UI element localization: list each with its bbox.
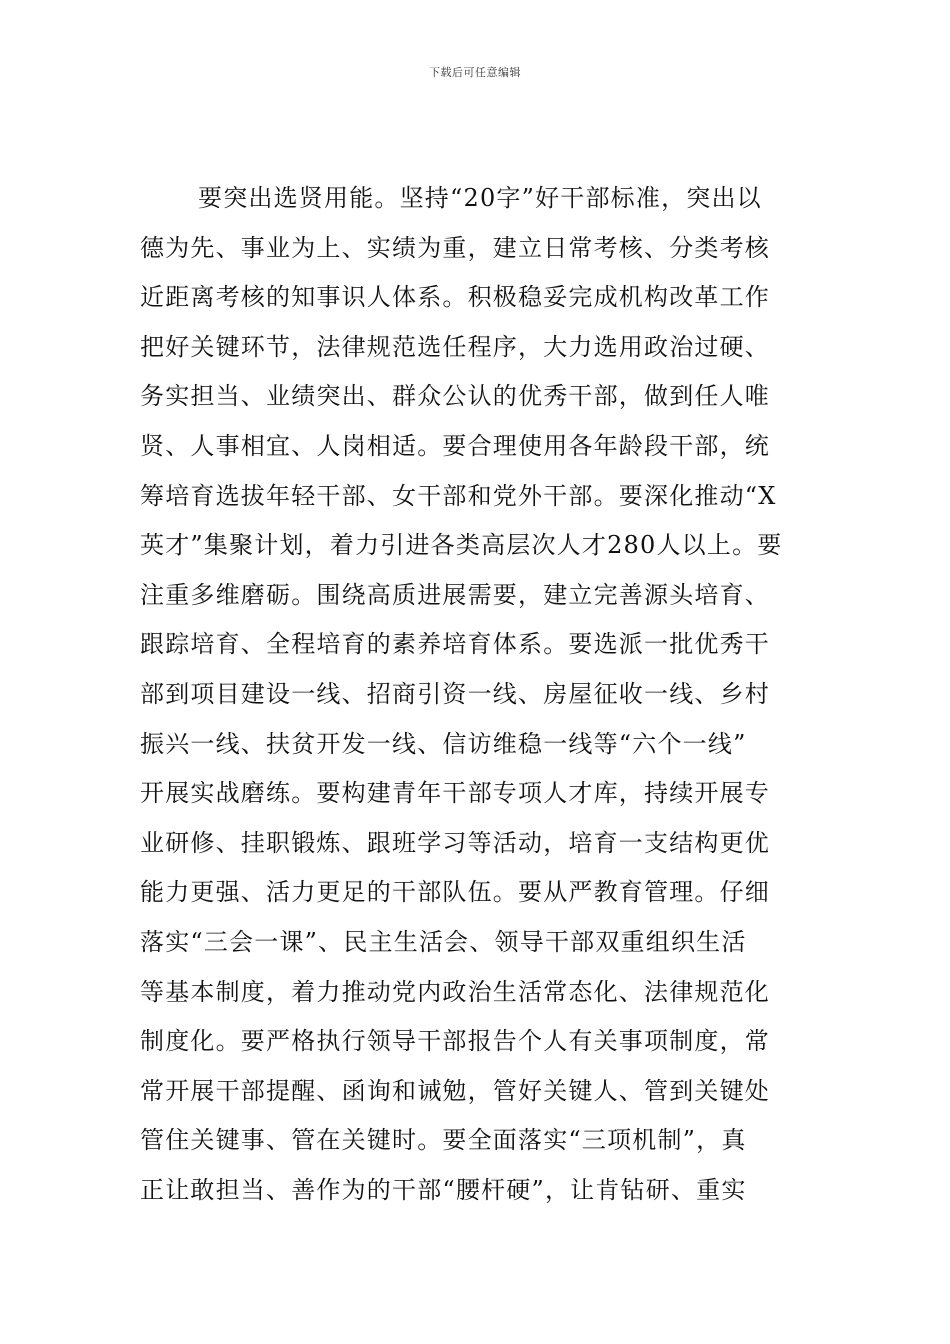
paragraph-line: 等基本制度，着力推动党内政治生活常态化、法律规范化 [140, 977, 770, 1006]
paragraph-line: 英才”集聚计划，着力引进各类高层次人才280人以上。要 [140, 531, 783, 560]
paragraph-line: 跟踪培育、全程培育的素养培育体系。要选派一批优秀干 [140, 630, 770, 659]
paragraph-line: 要突出选贤用能。坚持“20字”好干部标准，突出以 [198, 184, 762, 212]
paragraph-line: 把好关键环节，法律规范选任程序，大力选用政治过硬、 [140, 332, 770, 361]
paragraph-line: 业研修、挂职锻炼、跟班学习等活动，培育一支结构更优 [140, 828, 770, 857]
paragraph-line: 德为先、事业为上、实绩为重，建立日常考核、分类考核 [140, 233, 770, 262]
paragraph-line: 振兴一线、扶贫开发一线、信访维稳一线等“六个一线” [140, 729, 747, 758]
paragraph-line: 开展实战磨练。要构建青年干部专项人才库，持续开展专 [140, 779, 770, 808]
paragraph-line: 常开展干部提醒、函询和诫勉，管好关键人、管到关键处 [140, 1076, 770, 1105]
paragraph-line: 筹培育选拔年轻干部、女干部和党外干部。要深化推动“X [140, 481, 777, 510]
paragraph-line: 注重多维磨砺。围绕高质进展需要，建立完善源头培育、 [140, 580, 770, 609]
paragraph-line: 贤、人事相宜、人岗相适。要合理使用各年龄段干部，统 [140, 431, 770, 460]
paragraph-line: 管住关键事、管在关键时。要全面落实“三项机制”，真 [140, 1126, 747, 1155]
page-header: 下载后可任意编辑 [429, 66, 521, 79]
body-paragraph [140, 178, 810, 1219]
paragraph-line: 正让敢担当、善作为的干部“腰杆硬”，让肯钻研、重实 [140, 1175, 747, 1204]
paragraph-line: 近距离考核的知事识人体系。积极稳妥完成机构改革工作 [140, 283, 770, 312]
paragraph-line: 务实担当、业绩突出、群众公认的优秀干部，做到任人唯 [140, 382, 770, 411]
paragraph-line: 能力更强、活力更足的干部队伍。要从严教育管理。仔细 [140, 878, 770, 907]
paragraph-line: 落实“三会一课”、民主生活会、领导干部双重组织生活 [140, 927, 747, 956]
paragraph-line: 制度化。要严格执行领导干部报告个人有关事项制度，常 [140, 1027, 770, 1056]
paragraph-line: 部到项目建设一线、招商引资一线、房屋征收一线、乡村 [140, 679, 770, 708]
